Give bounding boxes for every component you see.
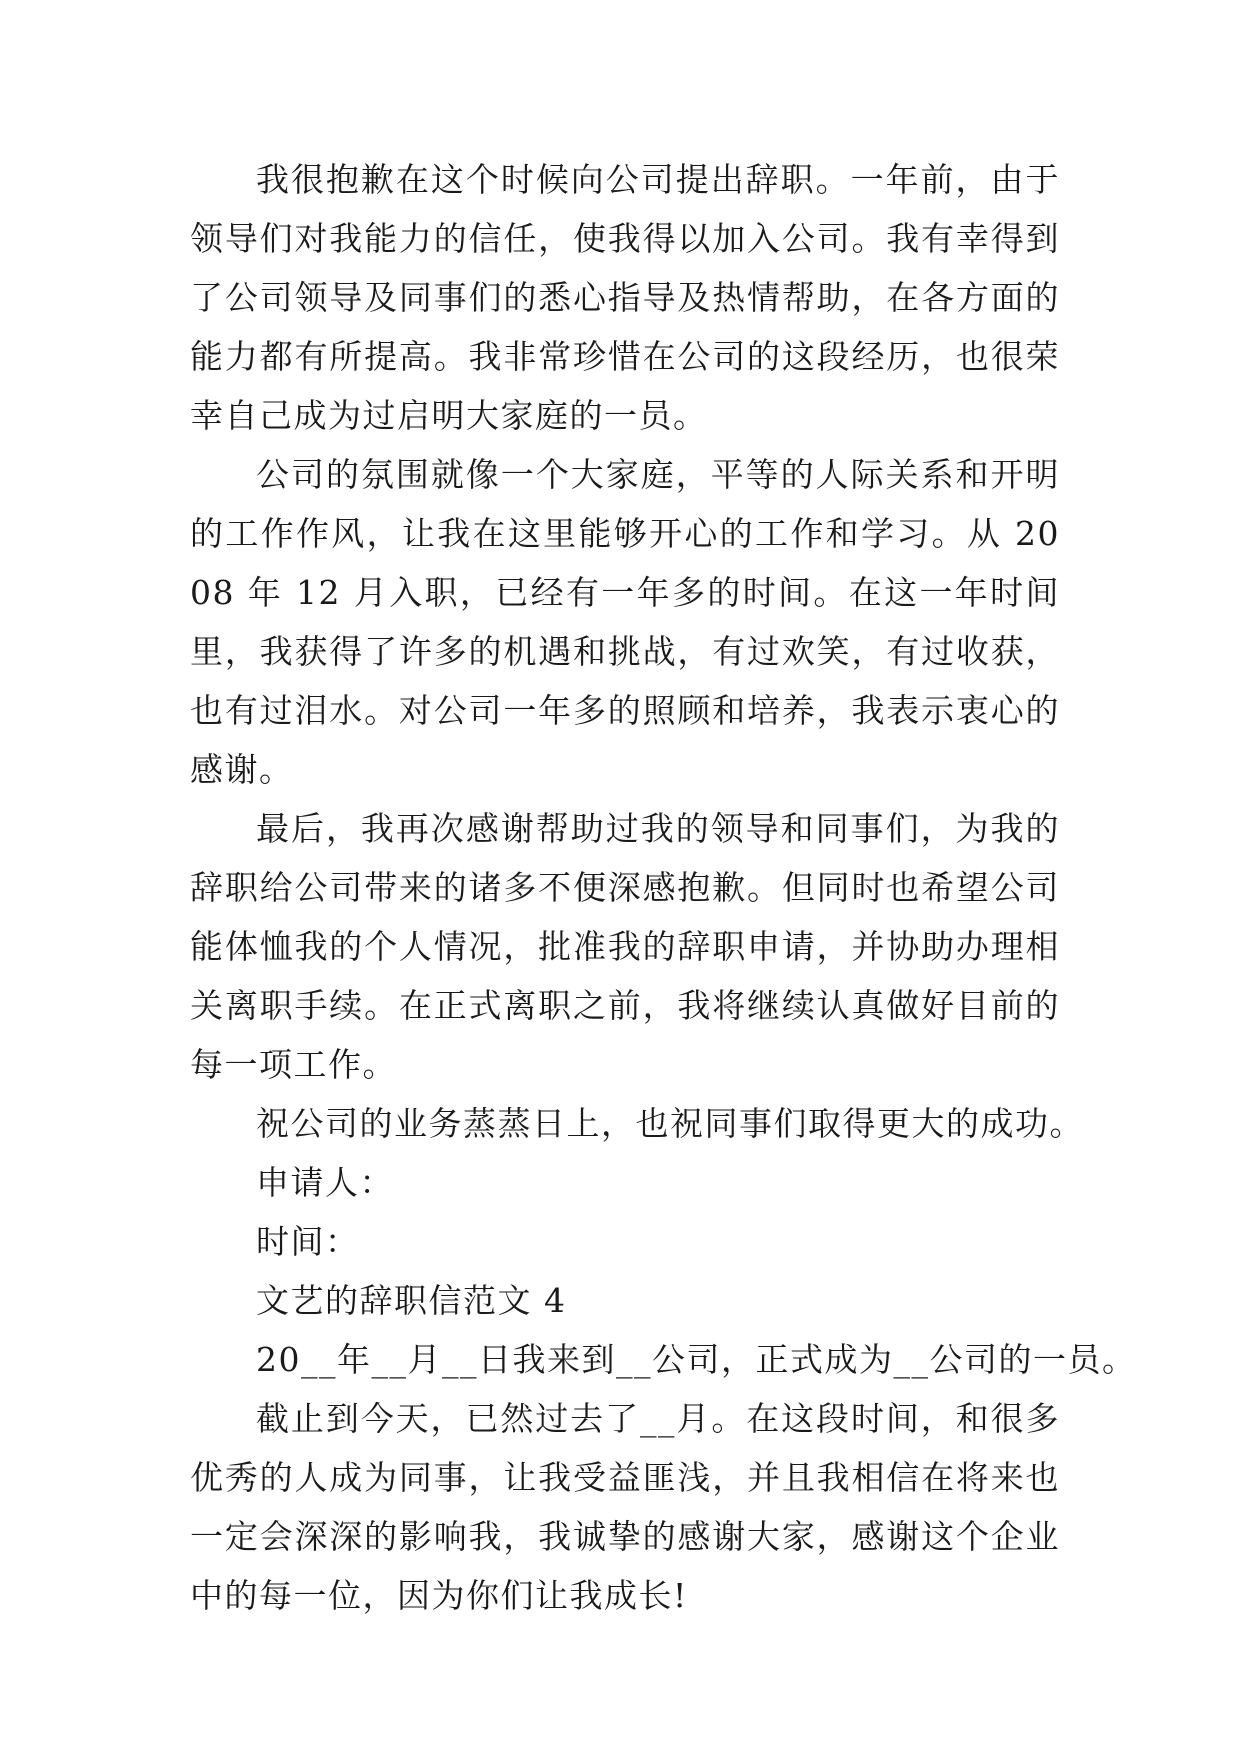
intro-line: 20__年__月__日我来到__公司，正式成为__公司的一员。 xyxy=(256,1340,1137,1379)
closing-wish: 祝公司的业务蒸蒸日上，也祝同事们取得更大的成功。 xyxy=(256,1104,1084,1143)
applicant-label: 申请人： xyxy=(256,1163,394,1202)
time-label: 时间： xyxy=(256,1222,360,1261)
document-body xyxy=(190,150,1137,1625)
paragraph-apology: 我很抱歉在这个时候向公司提出辞职。一年前，由于领导们对我能力的信任，使我得以加入公司。我有幸得到了公司领导及同事们的悉心指导及热情帮助，在各方面的能力都有所提高。我非常珍惜在公司的这段经历，也很荣幸自己成为过启明大家庭的一员。 xyxy=(190,160,1060,435)
section-title: 文艺的辞职信范文 4 xyxy=(256,1281,567,1320)
paragraph-thanks: 最后，我再次感谢帮助过我的领导和同事们，为我的辞职给公司带来的诸多不便深感抱歉。但同时也希望公司能体恤我的个人情况，批准我的辞职申请，并协助办理相关离职手续。在正式离职之前，我将继续认真做好目前的每一项工作。 xyxy=(190,809,1060,1084)
paragraph-company-atmosphere: 公司的氛围就像一个大家庭，平等的人际关系和开明的工作作风，让我在这里能够开心的工作和学习。从 2008 年 12 月入职，已经有一年多的时间。在这一年时间里，我获得了许多的机遇和挑战，有过欢笑，有过收获，也有过泪水。对公司一年多的照顾和培养，我表示衷心的感谢。 xyxy=(190,455,1060,789)
paragraph-final: 截止到今天，已然过去了__月。在这段时间，和很多优秀的人成为同事，让我受益匪浅，并且我相信在将来也一定会深深的影响我，我诚挚的感谢大家，感谢这个企业中的每一位，因为你们让我成长! xyxy=(190,1399,1060,1615)
